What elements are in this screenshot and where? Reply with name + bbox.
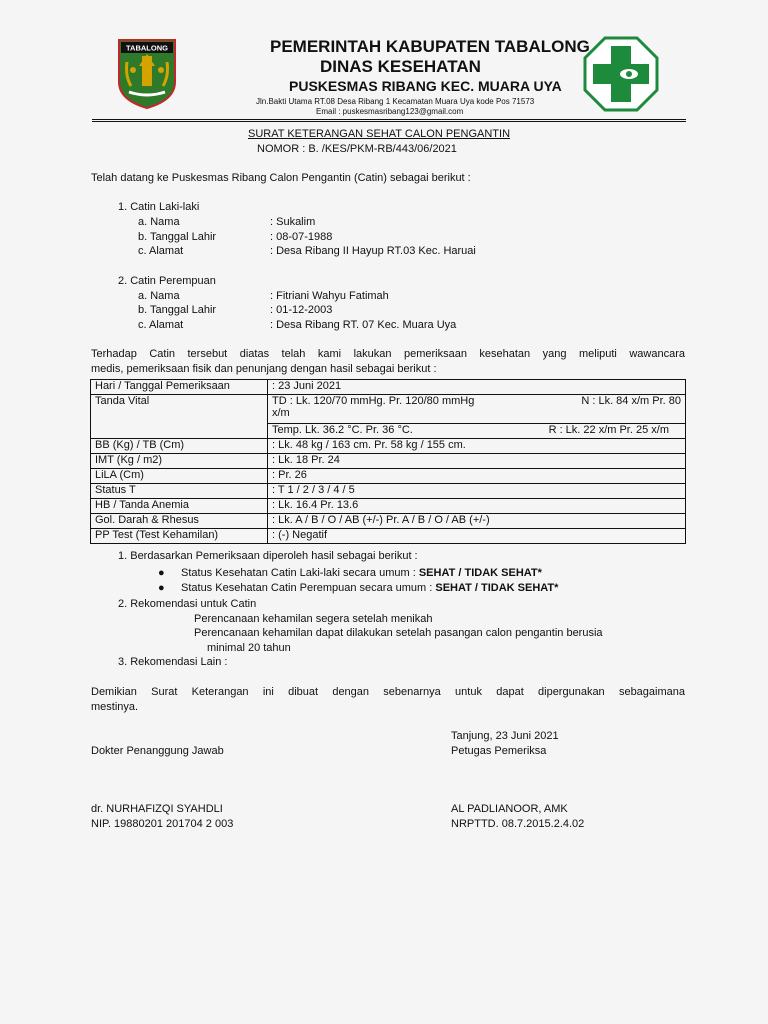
male-name-value: : Sukalim (270, 216, 316, 228)
table-row (91, 454, 686, 469)
pulse-unit: x/m (272, 407, 290, 419)
table-row (91, 529, 686, 544)
table-row (91, 469, 686, 484)
document-number: NOMOR : B. /KES/PKM-RB/443/06/2021 (257, 143, 457, 155)
recommendation-2: Perencanaan kehamilan dapat dilakukan setelah pasangan calon pengantin berusia (194, 627, 603, 639)
pulse-value: N : Lk. 84 x/m Pr. 80 (581, 395, 681, 407)
respiration-value: R : Lk. 22 x/m Pr. 25 x/m (548, 424, 669, 436)
vital-td-cell (268, 395, 686, 424)
document-title: SURAT KETERANGAN SEHAT CALON PENGANTIN (248, 128, 511, 140)
bullet-icon: ● (158, 582, 165, 594)
table-cell-label: Status T (91, 484, 268, 499)
table-cell-label: BB (Kg) / TB (Cm) (91, 439, 268, 454)
table-row (91, 439, 686, 454)
exam-intro-line2: medis, pemeriksaan fisik dan penunjang dengan hasil sebagai berikut : (91, 363, 437, 375)
recommendation-1: Perencanaan kehamilan segera setelah menikah (194, 613, 433, 625)
male-dob-value: : 08-07-1988 (270, 231, 333, 243)
left-signatory-name: dr. NURHAFIZQI SYAHDLI (91, 803, 223, 815)
table-cell-value: : T 1 / 2 / 3 / 4 / 5 (268, 484, 686, 499)
table-cell-label: HB / Tanda Anemia (91, 499, 268, 514)
table-cell-value: : (-) Negatif (268, 529, 686, 544)
vital-temp-cell (268, 424, 686, 439)
recommendation-2-cont: minimal 20 tahun (207, 642, 291, 654)
female-name-label: a. Nama (138, 290, 180, 302)
right-signatory-role: Petugas Pemeriksa (451, 745, 547, 757)
header-divider (92, 119, 686, 120)
right-signatory-nip: NRPTTD. 08.7.2015.2.4.02 (451, 818, 585, 830)
table-cell-value: : Pr. 26 (268, 469, 686, 484)
male-status-line (181, 567, 542, 579)
closing-line1: Demikian Surat Keterangan ini dibuat dengan sebenarnya untuk dapat dipergunakan sebagaimana (91, 686, 685, 698)
header-divider-2 (92, 121, 686, 122)
left-signatory-nip: NIP. 19880201 201704 2 003 (91, 818, 234, 830)
table-cell-label: Hari / Tanggal Pemeriksaan (91, 380, 268, 395)
table-cell-label: Tanda Vital (91, 395, 268, 439)
table-row (91, 499, 686, 514)
female-address-label: c. Alamat (138, 319, 184, 331)
male-dob-label: b. Tanggal Lahir (138, 231, 217, 243)
male-name-label: a. Nama (138, 216, 180, 228)
table-cell-value: : Lk. A / B / O / AB (+/-) Pr. A / B / O / AB (+/-) (268, 514, 686, 529)
closing-line2: mestinya. (91, 701, 139, 713)
header-puskesmas: PUSKESMAS RIBANG KEC. MUARA UYA (289, 78, 562, 94)
table-cell-value: : Lk. 18 Pr. 24 (268, 454, 686, 469)
male-status-options: SEHAT / TIDAK SEHAT* (418, 567, 542, 579)
table-cell-value: : 23 Juni 2021 (268, 380, 686, 395)
header-department: DINAS KESEHATAN (320, 57, 481, 76)
crest-text: TABALONG (126, 43, 168, 53)
tabalong-crest-logo (115, 36, 179, 110)
table-row (91, 380, 686, 395)
male-address-label: c. Alamat (138, 245, 184, 257)
male-address-value: : Desa Ribang II Hayup RT.03 Kec. Haruai (270, 245, 476, 257)
female-heading: 2. Catin Perempuan (118, 275, 216, 287)
table-row (91, 484, 686, 499)
female-status-label: Status Kesehatan Catin Perempuan secara umum : (181, 582, 436, 594)
female-address-value: : Desa Ribang RT. 07 Kec. Muara Uya (270, 319, 457, 331)
female-dob-label: b. Tanggal Lahir (138, 304, 217, 316)
puskesmas-logo (583, 36, 659, 112)
female-status-options: SEHAT / TIDAK SEHAT* (435, 582, 559, 594)
exam-results-table (90, 379, 686, 544)
blood-pressure-value: TD : Lk. 120/70 mmHg. Pr. 120/80 mmHg (272, 395, 475, 407)
place-date: Tanjung, 23 Juni 2021 (451, 730, 559, 742)
table-row (91, 514, 686, 529)
male-heading: 1. Catin Laki-laki (118, 201, 200, 213)
right-signatory-name: AL PADLIANOOR, AMK (451, 803, 568, 815)
table-cell-label: PP Test (Test Kehamilan) (91, 529, 268, 544)
table-cell-value: : Lk. 16.4 Pr. 13.6 (268, 499, 686, 514)
results-point-2: 2. Rekomendasi untuk Catin (118, 598, 257, 610)
left-signatory-role: Dokter Penanggung Jawab (91, 745, 224, 757)
temperature-value: Temp. Lk. 36.2 °C. Pr. 36 °C. (272, 424, 413, 436)
header-email: Email : puskesmasribang123@gmail.com (316, 107, 464, 116)
female-status-line (181, 582, 558, 594)
table-cell-label: LiLA (Cm) (91, 469, 268, 484)
bullet-icon: ● (158, 567, 165, 579)
table-cell-value: : Lk. 48 kg / 163 cm. Pr. 58 kg / 155 cm. (268, 439, 686, 454)
female-name-value: : Fitriani Wahyu Fatimah (270, 290, 389, 302)
table-cell-label: IMT (Kg / m2) (91, 454, 268, 469)
intro-text: Telah datang ke Puskesmas Ribang Calon Pengantin (Catin) sebagai berikut : (91, 172, 471, 184)
header-address: Jln.Bakti Utama RT.08 Desa Ribang 1 Kecamatan Muara Uya kode Pos 71573 (256, 97, 535, 106)
table-cell-label: Gol. Darah & Rhesus (91, 514, 268, 529)
header-government: PEMERINTAH KABUPATEN TABALONG (270, 37, 590, 56)
table-row-vital (91, 395, 686, 424)
female-dob-value: : 01-12-2003 (270, 304, 333, 316)
results-point-1: 1. Berdasarkan Pemeriksaan diperoleh hasil sebagai berikut : (118, 550, 418, 562)
exam-intro-line1: Terhadap Catin tersebut diatas telah kami lakukan pemeriksaan kesehatan yang meliputi wawancara (91, 348, 685, 360)
male-status-label: Status Kesehatan Catin Laki-laki secara umum : (181, 567, 419, 579)
results-point-3: 3. Rekomendasi Lain : (118, 656, 228, 668)
